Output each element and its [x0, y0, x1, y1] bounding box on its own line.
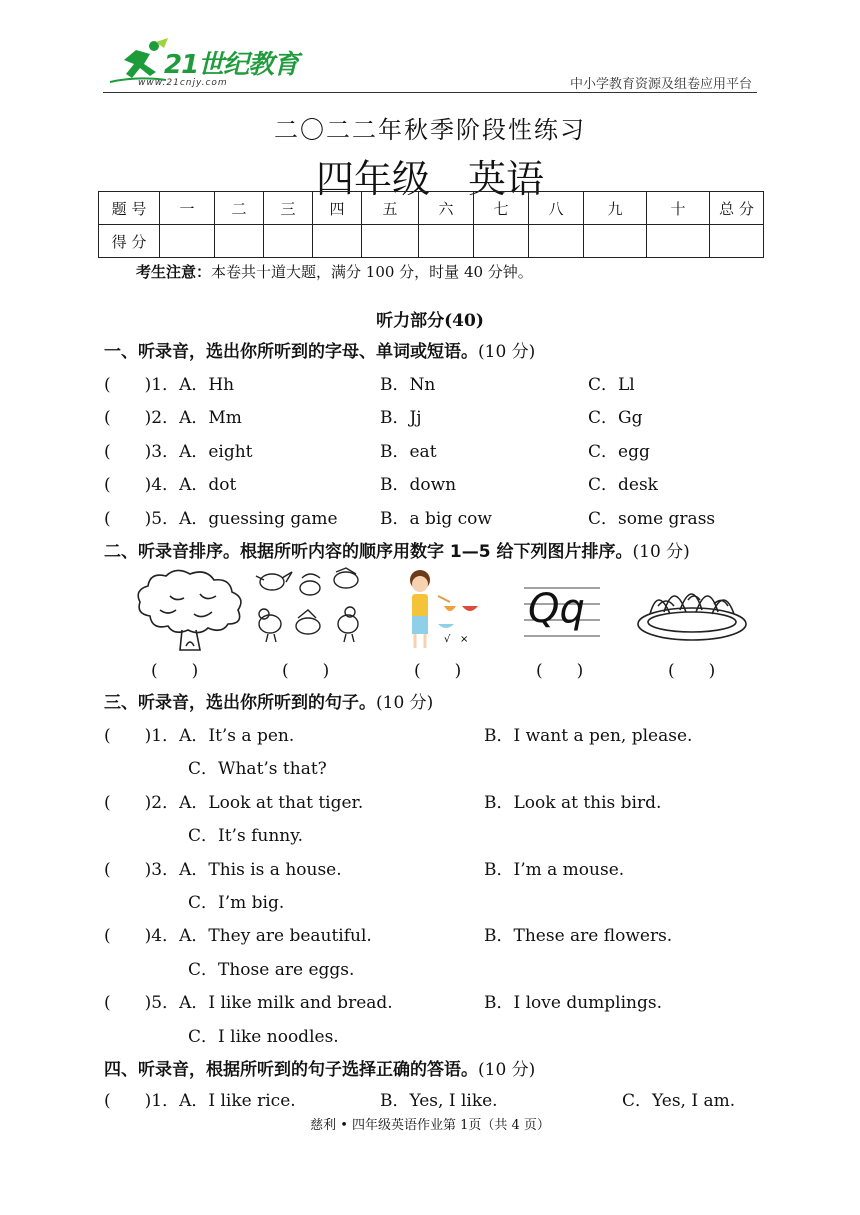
q3-item-1-c[interactable]: C．What’s that? [188, 759, 327, 779]
score-cell[interactable] [529, 225, 584, 258]
table-cell: 总 分 [710, 192, 764, 225]
q2-answer-1[interactable]: ( ) [151, 661, 199, 681]
tree-icon [130, 566, 256, 652]
notice-label: 考生注意： [136, 263, 212, 281]
qq-text: Qq [528, 586, 585, 632]
q3-item-2-c[interactable]: C．It’s funny. [188, 826, 303, 846]
q1-item-5-a[interactable]: ( )5．A．guessing game [104, 509, 338, 529]
table-cell: 五 [362, 192, 419, 225]
platform-name: 中小学教育资源及组卷应用平台 [569, 77, 752, 92]
exam-title: 四年级 英语 [315, 157, 544, 201]
q1-points: (10 分) [478, 342, 536, 362]
score-cell[interactable] [647, 225, 710, 258]
q3-points: (10 分) [376, 693, 434, 713]
exam-subtitle: 二〇二二年秋季阶段性练习 [274, 116, 586, 144]
notice-text: 本卷共十道大题，满分 100 分，时量 40 分钟。 [211, 263, 533, 281]
logo-url: www.21cnjy.com [138, 78, 228, 88]
q2-points: (10 分) [632, 542, 690, 562]
q1-item-1-a[interactable]: ( )1．A．Hh [104, 375, 235, 395]
q1-item-2-b[interactable]: B．Jj [380, 408, 422, 428]
score-cell[interactable] [419, 225, 474, 258]
q3-item-3-a[interactable]: ( )3．A．This is a house. [104, 860, 342, 880]
q3-item-5-b[interactable]: B．I love dumplings. [484, 993, 663, 1013]
svg-text:√: √ [444, 634, 451, 645]
score-cell[interactable] [584, 225, 647, 258]
girl-food-icon [398, 566, 484, 652]
q1-title [104, 337, 535, 362]
score-cell[interactable] [710, 225, 764, 258]
logo-text: 21世纪教育 [164, 50, 299, 80]
q1-item-5-c[interactable]: C．some grass [588, 509, 716, 529]
q3-item-5-c[interactable]: C．I like noodles. [188, 1027, 339, 1047]
q2-title [104, 537, 690, 562]
letter-qq-icon [522, 566, 602, 652]
q1-item-3-c[interactable]: C．egg [588, 442, 650, 462]
q3-item-3-b[interactable]: B．I’m a mouse. [484, 860, 625, 880]
q4-item-1-a[interactable]: ( )1．A．I like rice. [104, 1091, 296, 1111]
q3-title-text: 三、听录音，选出你所听到的句子。 [104, 693, 376, 713]
score-table [98, 191, 764, 258]
q4-title-text: 四、听录音，根据所听到的句子选择正确的答语。 [104, 1060, 478, 1080]
birds-icon [250, 566, 370, 652]
table-cell: 九 [584, 192, 647, 225]
page-footer: 慈利 • 四年级英语作业第 1页（共 4 页） [310, 1118, 550, 1133]
svg-text:×: × [460, 634, 469, 645]
score-cell[interactable] [215, 225, 264, 258]
q3-title [104, 688, 433, 713]
table-cell: 得 分 [99, 225, 160, 258]
q1-item-1-c[interactable]: C．Ll [588, 375, 635, 395]
q3-item-4-c[interactable]: C．Those are eggs. [188, 960, 355, 980]
q2-answer-3[interactable]: ( ) [414, 661, 462, 681]
q1-item-5-b[interactable]: B．a big cow [380, 509, 492, 529]
q3-item-4-a[interactable]: ( )4．A．They are beautiful. [104, 926, 372, 946]
table-cell: 二 [215, 192, 264, 225]
q4-title [104, 1055, 535, 1080]
q1-item-3-b[interactable]: B．eat [380, 442, 437, 462]
q1-item-4-c[interactable]: C．desk [588, 475, 658, 495]
q1-title-text: 一、听录音，选出你所听到的字母、单词或短语。 [104, 342, 478, 362]
q3-item-1-b[interactable]: B．I want a pen, please. [484, 726, 693, 746]
score-cell[interactable] [264, 225, 313, 258]
q4-item-1-c[interactable]: C．Yes, I am. [622, 1091, 736, 1111]
q1-item-1-b[interactable]: B．Nn [380, 375, 436, 395]
q1-item-4-b[interactable]: B．down [380, 475, 457, 495]
q1-item-4-a[interactable]: ( )4．A．dot [104, 475, 237, 495]
table-cell: 六 [419, 192, 474, 225]
q3-item-4-b[interactable]: B．These are flowers. [484, 926, 673, 946]
exam-notice [136, 261, 533, 282]
table-cell: 十 [647, 192, 710, 225]
score-table-score-row [99, 225, 764, 258]
table-cell: 一 [160, 192, 215, 225]
table-cell: 七 [474, 192, 529, 225]
score-table-header-row [99, 192, 764, 225]
score-cell[interactable] [474, 225, 529, 258]
q2-answer-4[interactable]: ( ) [536, 661, 584, 681]
section-title: 听力部分(40) [376, 311, 484, 331]
q2-answer-2[interactable]: ( ) [282, 661, 330, 681]
q1-item-3-a[interactable]: ( )3．A．eight [104, 442, 253, 462]
q3-item-1-a[interactable]: ( )1．A．It’s a pen. [104, 726, 295, 746]
q2-title-text: 二、听录音排序。根据所听内容的顺序用数字 1—5 给下列图片排序。 [104, 542, 633, 562]
score-cell[interactable] [362, 225, 419, 258]
q3-item-5-a[interactable]: ( )5．A．I like milk and bread. [104, 993, 393, 1013]
q2-answer-5[interactable]: ( ) [668, 661, 716, 681]
header-divider [103, 92, 757, 93]
table-cell: 四 [313, 192, 362, 225]
q4-item-1-b[interactable]: B．Yes, I like. [380, 1091, 498, 1111]
score-cell[interactable] [313, 225, 362, 258]
table-cell: 八 [529, 192, 584, 225]
table-cell: 三 [264, 192, 313, 225]
q3-item-3-c[interactable]: C．I’m big. [188, 893, 285, 913]
q3-item-2-a[interactable]: ( )2．A．Look at that tiger. [104, 793, 364, 813]
score-cell[interactable] [160, 225, 215, 258]
table-cell: 题 号 [99, 192, 160, 225]
q4-points: (10 分) [478, 1060, 536, 1080]
q1-item-2-a[interactable]: ( )2．A．Mm [104, 408, 242, 428]
q3-item-2-b[interactable]: B．Look at this bird. [484, 793, 662, 813]
dumplings-icon [636, 566, 748, 652]
q1-item-2-c[interactable]: C．Gg [588, 408, 643, 428]
